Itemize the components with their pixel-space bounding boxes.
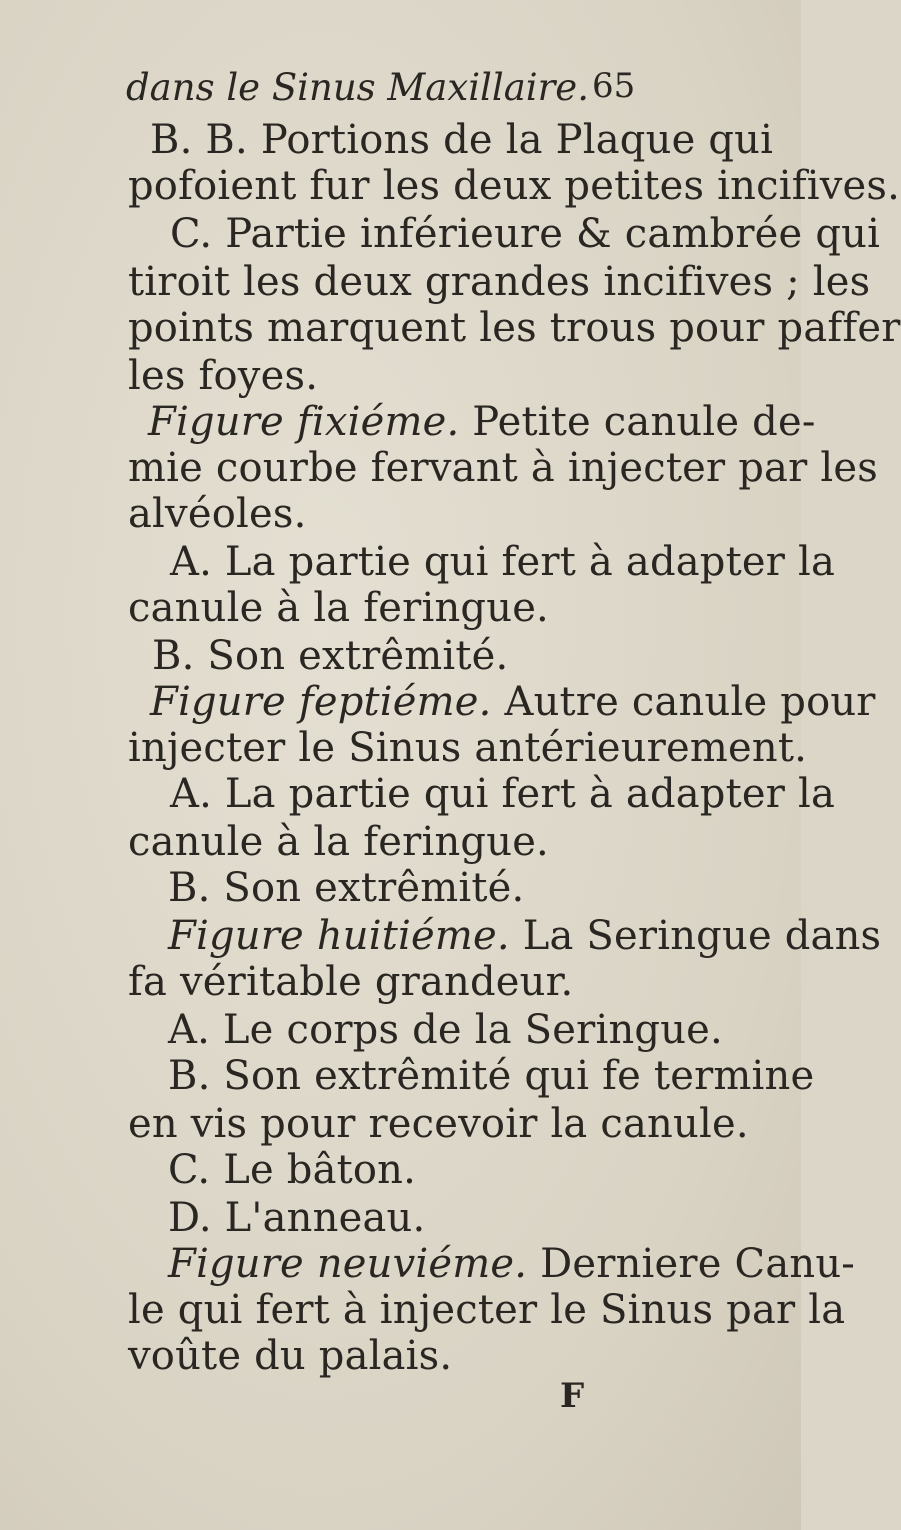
figure-label: Figure feptiéme. [150,679,492,725]
text-line: pofoient fur les deux petites incifives. [128,163,901,209]
text-line: B. B. Portions de la Plaque qui [150,117,774,163]
text-line: Figure neuviéme. Derniere Canu- [168,1241,856,1287]
text-line: B. Son extrêmité. [152,633,509,679]
text-line: A. Le corps de la Seringue. [168,1007,723,1053]
text-line: canule à la feringue. [128,585,549,631]
text-line: D. L'anneau. [168,1195,426,1241]
text-line: tiroit les deux grandes incifives ; les [128,259,871,305]
text-line: C. Le bâton. [168,1147,417,1193]
text-line: voûte du palais. [128,1333,453,1379]
page-number: 65 [592,66,636,106]
text-line: mie courbe fervant à injecter par les [128,445,878,491]
text-line: le qui fert à injecter le Sinus par la [128,1287,846,1333]
text-line: B. Son extrêmité qui fe termine [168,1053,815,1099]
running-title: dans le Sinus Maxillaire. [126,66,589,109]
text-line: points marquent les trous pour paffer [128,305,901,351]
figure-label: Figure neuviéme. [168,1241,528,1287]
text-line: les foyes. [128,353,319,399]
text-line: Figure huitiéme. La Seringue dans [168,913,882,959]
text-line: C. Partie inférieure & cambrée qui [170,211,881,257]
text-line: Figure fixiéme. Petite canule de- [148,399,816,445]
text-line: injecter le Sinus antérieurement. [128,725,808,771]
text-line: A. La partie qui fert à adapter la [170,771,836,817]
figure-label: Figure huitiéme. [168,913,510,959]
text-line: fa véritable grandeur. [128,959,574,1005]
running-header [126,66,666,109]
text-line: Figure feptiéme. Autre canule pour [150,679,876,725]
text-line: canule à la feringue. [128,819,549,865]
text-line: alvéoles. [128,491,307,537]
text-line: en vis pour recevoir la canule. [128,1101,749,1147]
figure-label: Figure fixiéme. [148,399,460,445]
text-line: A. La partie qui fert à adapter la [170,539,836,585]
text-line: B. Son extrêmité. [168,865,525,911]
signature-mark: F [560,1376,585,1416]
